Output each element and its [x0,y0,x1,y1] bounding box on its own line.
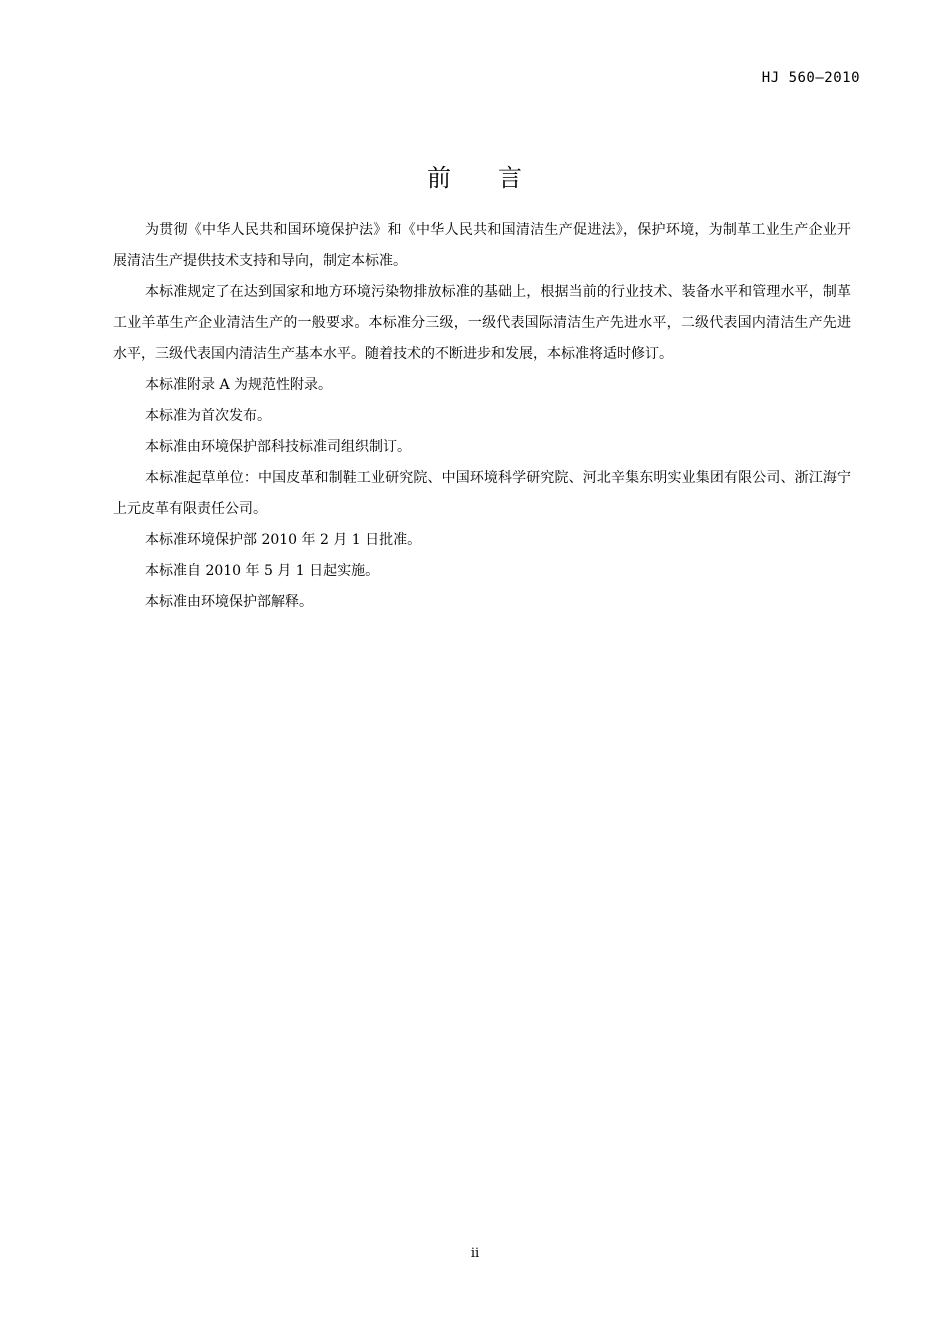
preface-paragraph-appendix: 本标准附录 A 为规范性附录。 [145,377,333,393]
preface-paragraph-first-release: 本标准为首次发布。 [145,408,271,424]
preface-paragraph-effective: 本标准自 2010 年 5 月 1 日起实施。 [145,563,380,579]
preface-paragraph-scope: 本标准规定了在达到国家和地方环境污染物排放标准的基础上，根据当前的行业技术、装备水平和管理水平，制革工业羊革生产企业清洁生产的一般要求。本标准分三级，一级代表国际清洁生产先进水平，二级代表国内清洁生产先进水平，三级代表国内清洁生产基本水平。随着技术的不断进步和发展，本标准将适时修订。 [113,284,851,362]
title-char-2: 言 [498,164,523,192]
page-title [0,158,950,193]
page-number: ii [470,1246,480,1261]
preface-paragraph-organizer: 本标准由环境保护部科技标准司组织制订。 [145,439,411,455]
preface-paragraph-approval: 本标准环境保护部 2010 年 2 月 1 日批准。 [145,532,422,548]
preface-paragraph-purpose: 为贯彻《中华人民共和国环境保护法》和《中华人民共和国清洁生产促进法》，保护环境，为制革工业生产企业开展清洁生产提供技术支持和导向，制定本标准。 [113,222,851,269]
preface-body [113,215,851,618]
preface-paragraph-drafters: 本标准起草单位：中国皮革和制鞋工业研究院、中国环境科学研究院、河北辛集东明实业集团有限公司、浙江海宁上元皮革有限责任公司。 [113,470,851,517]
document-code: HJ 560—2010 [761,70,860,86]
title-char-1: 前 [427,164,452,192]
preface-paragraph-interpretation: 本标准由环境保护部解释。 [145,594,313,610]
